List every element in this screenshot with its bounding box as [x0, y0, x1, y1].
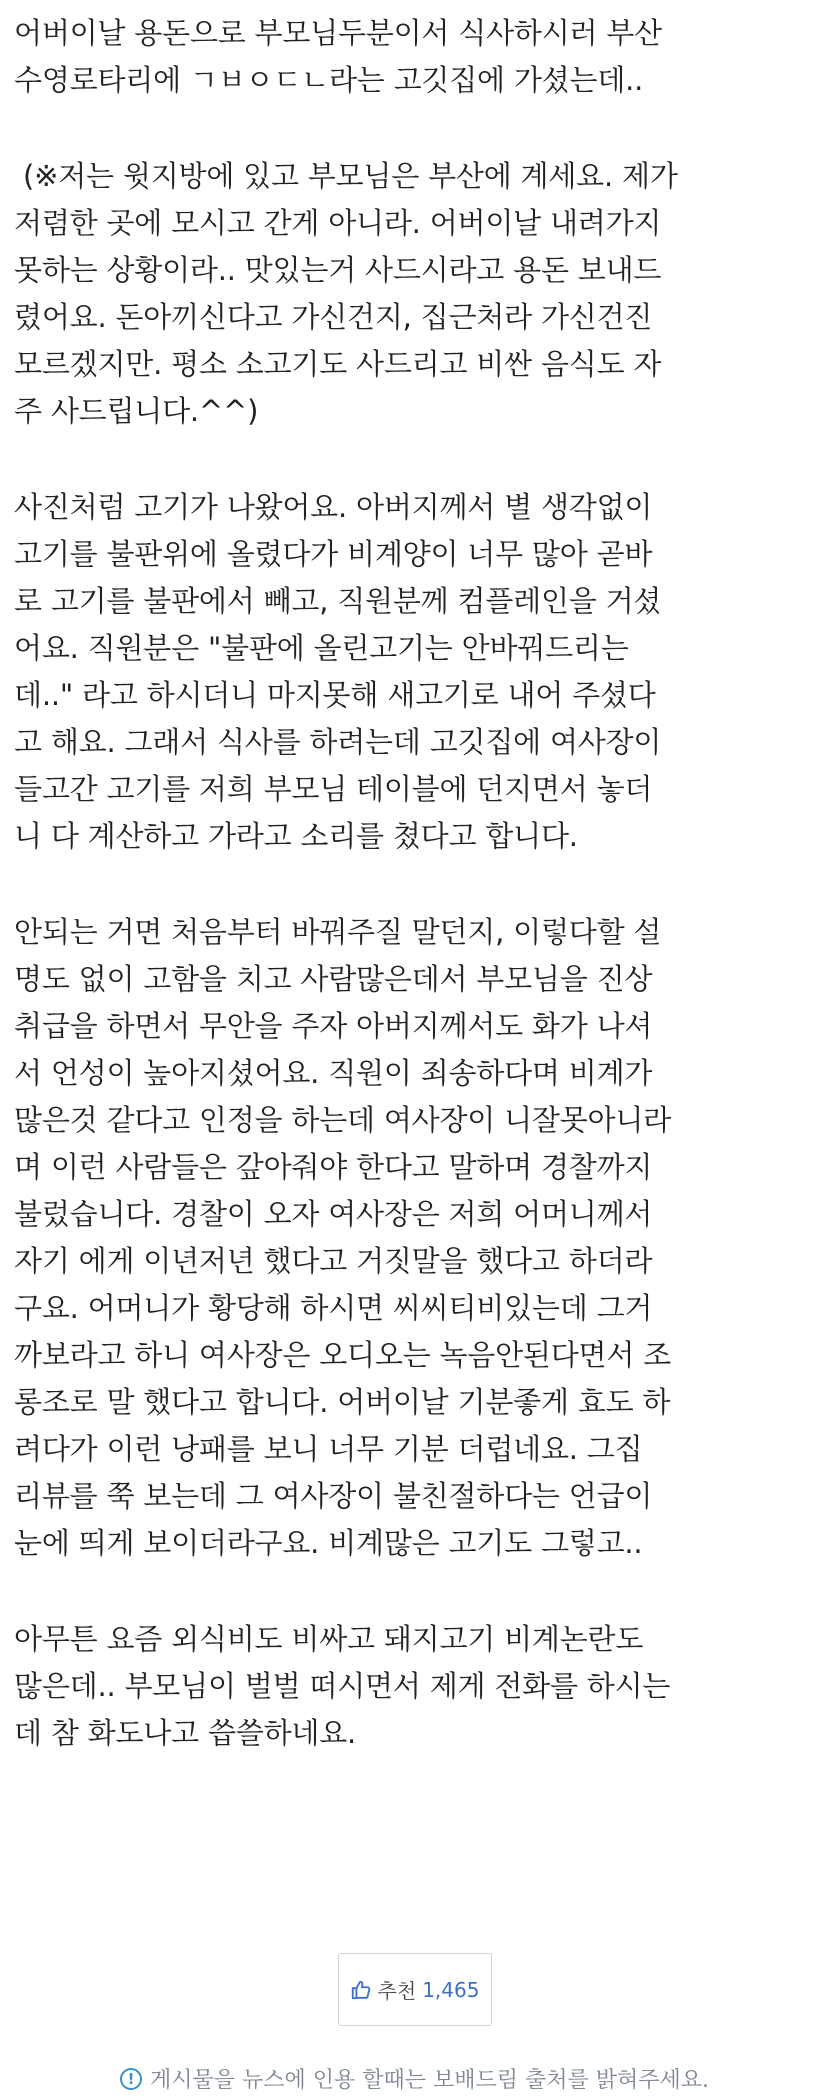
recommend-button[interactable]	[338, 1953, 492, 2026]
post-paragraph	[14, 909, 814, 1567]
post-line: 니 다 계산하고 가라고 소리를 쳤다고 합니다.	[14, 819, 578, 853]
post-paragraph	[14, 10, 814, 104]
post-line: 사진처럼 고기가 나왔어요. 아버지께서 별 생각없이	[14, 490, 653, 524]
post-line: 못하는 상황이라.. 맛있는거 사드시라고 용돈 보내드	[14, 253, 662, 287]
post-line: 들고간 고기를 저희 부모님 테이블에 던지면서 놓더	[14, 772, 653, 806]
recommend-count: 1,465	[422, 1977, 480, 2002]
post-line: 고 해요. 그래서 식사를 하려는데 고깃집에 여사장이	[14, 725, 662, 759]
post-line: 어버이날 용돈으로 부모님두분이서 식사하시러 부산	[14, 16, 662, 50]
post-line: 로 고기를 불판에서 빼고, 직원분께 컴플레인을 거셨	[14, 584, 662, 618]
post-line: 롱조로 말 했다고 합니다. 어버이날 기분좋게 효도 하	[14, 1385, 671, 1419]
post-line: 자기 에게 이년저년 했다고 거짓말을 했다고 하더라	[14, 1244, 653, 1278]
post-line: 수영로타리에 ㄱㅂㅇㄷㄴ라는 고깃집에 가셨는데..	[14, 63, 644, 97]
post-line: 고기를 불판위에 올렸다가 비계양이 너무 많아 곧바	[14, 537, 653, 571]
post-line: 명도 없이 고함을 치고 사람많은데서 부모님을 진상	[14, 962, 653, 996]
post-line: 취급을 하면서 무안을 주자 아버지께서도 화가 나셔	[14, 1009, 653, 1043]
post-line: 많은것 같다고 인정을 하는데 여사장이 니잘못아니라	[14, 1103, 672, 1137]
post-line: 불렀습니다. 경찰이 오자 여사장은 저희 어머니께서	[14, 1197, 653, 1231]
post-line: (※저는 윗지방에 있고 부모님은 부산에 계세요. 제가	[14, 159, 678, 193]
post-line: 며 이런 사람들은 갚아줘야 한다고 말하며 경찰까지	[14, 1150, 653, 1184]
post-line: 안되는 거면 처음부터 바꿔주질 말던지, 이렇다할 설	[14, 915, 662, 949]
recommend-area	[0, 1953, 829, 2026]
post-line: 모르겠지만. 평소 소고기도 사드리고 비싼 음식도 자	[14, 347, 662, 381]
post-line: 서 언성이 높아지셨어요. 직원이 죄송하다며 비계가	[14, 1056, 653, 1090]
post-line: 주 사드립니다.^^)	[14, 394, 259, 428]
post-line: 리뷰를 쭉 보는데 그 여사장이 불친절하다는 언급이	[14, 1479, 653, 1513]
post-paragraph	[14, 1616, 814, 1757]
citation-notice-text: 게시물을 뉴스에 인용 할때는 보배드림 출처를 밝혀주세요.	[149, 2068, 709, 2093]
post-line: 데 참 화도나고 씁쓸하네요.	[14, 1716, 357, 1750]
post-line: 많은데.. 부모님이 벌벌 떠시면서 제게 전화를 하시는	[14, 1669, 671, 1703]
post-paragraph	[14, 484, 814, 860]
post-line: 까보라고 하니 여사장은 오디오는 녹음안된다면서 조	[14, 1338, 672, 1372]
post-line: 아무튼 요즘 외식비도 비싸고 돼지고기 비계논란도	[14, 1622, 644, 1656]
post-body	[14, 10, 814, 1806]
post-paragraph	[14, 153, 814, 435]
thumbs-up-icon	[350, 1979, 372, 2001]
post-line: 눈에 띄게 보이더라구요. 비계많은 고기도 그렇고..	[14, 1526, 643, 1560]
post-line: 려다가 이런 낭패를 보니 너무 기분 더럽네요. 그집	[14, 1432, 643, 1466]
post-line: 구요. 어머니가 황당해 하시면 씨씨티비있는데 그거	[14, 1291, 653, 1325]
post-line: 렸어요. 돈아끼신다고 가신건지, 집근처라 가신건진	[14, 300, 653, 334]
citation-notice	[0, 2063, 829, 2094]
info-icon: !	[120, 2068, 142, 2090]
post-line: 어요. 직원분은 "불판에 올린고기는 안바꿔드리는	[14, 631, 629, 665]
recommend-label: 추천	[377, 1979, 417, 2003]
post-line: 데.." 라고 하시더니 마지못해 새고기로 내어 주셨다	[14, 678, 656, 712]
post-line: 저렴한 곳에 모시고 간게 아니라. 어버이날 내려가지	[14, 206, 662, 240]
